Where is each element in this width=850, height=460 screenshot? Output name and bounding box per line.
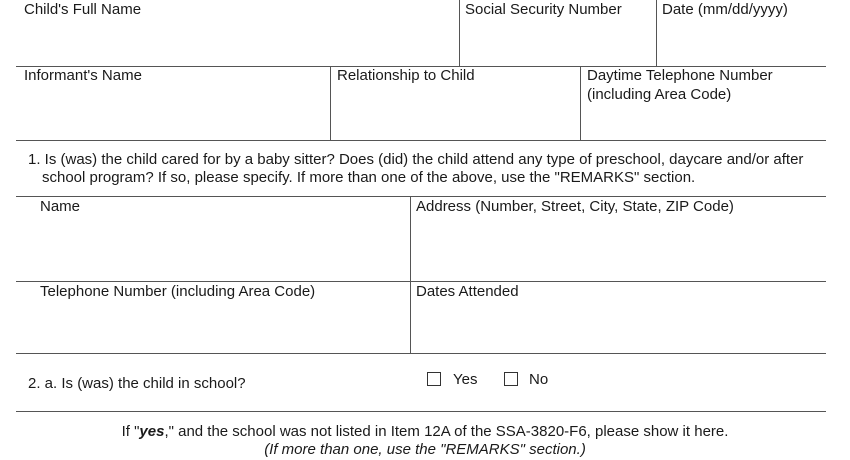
footer-note-remarks: (If more than one, use the "REMARKS" section.) [264, 441, 586, 458]
daytime-telephone-label-line2: (including Area Code) [587, 86, 732, 103]
child-full-name-field[interactable] [16, 0, 459, 66]
dates-attended-field[interactable] [411, 282, 826, 353]
footer-note-emphasis: yes [139, 423, 165, 440]
date-label: Date (mm/dd/yyyy) [662, 1, 788, 18]
provider-telephone-label: Telephone Number (including Area Code) [40, 283, 316, 300]
provider-address-field[interactable] [411, 197, 826, 281]
child-full-name-label: Child's Full Name [24, 1, 142, 18]
divider [16, 411, 826, 412]
provider-address-label: Address (Number, Street, City, State, ZIP Code) [416, 198, 734, 215]
provider-telephone-field[interactable] [16, 282, 410, 353]
footer-note-pre: If " [121, 423, 140, 440]
provider-name-field[interactable] [16, 197, 410, 281]
footer-note-line1 [0, 423, 850, 441]
no-label: No [529, 371, 549, 388]
dates-attended-label: Dates Attended [416, 283, 519, 300]
relationship-label: Relationship to Child [337, 67, 475, 84]
ssn-label: Social Security Number [465, 1, 622, 18]
question-1-text-line1: 1. Is (was) the child cared for by a baby sitter? Does (did) the child attend any type of preschool, daycare and/or after [28, 151, 804, 168]
no-checkbox[interactable] [504, 372, 518, 386]
footer-note-post: ," and the school was not listed in Item 12A of the SSA-3820-F6, please show it here. [164, 423, 729, 440]
relationship-to-child-field[interactable] [331, 67, 580, 140]
date-field[interactable] [657, 0, 827, 66]
social-security-number-field[interactable] [460, 0, 656, 66]
question-2a-text: 2. a. Is (was) the child in school? [28, 375, 246, 392]
yes-checkbox[interactable] [427, 372, 441, 386]
footer-note-line2 [0, 441, 850, 459]
question-1-text-line2: school program? If so, please specify. If more than one of the above, use the "REMARKS" section. [42, 169, 696, 186]
yes-label: Yes [453, 371, 478, 388]
divider [16, 140, 826, 141]
informant-name-label: Informant's Name [24, 67, 142, 84]
provider-name-label: Name [40, 198, 81, 215]
daytime-telephone-field[interactable] [581, 67, 826, 140]
daytime-telephone-label-line1: Daytime Telephone Number [587, 67, 773, 84]
divider [16, 353, 826, 354]
informant-name-field[interactable] [16, 67, 330, 140]
